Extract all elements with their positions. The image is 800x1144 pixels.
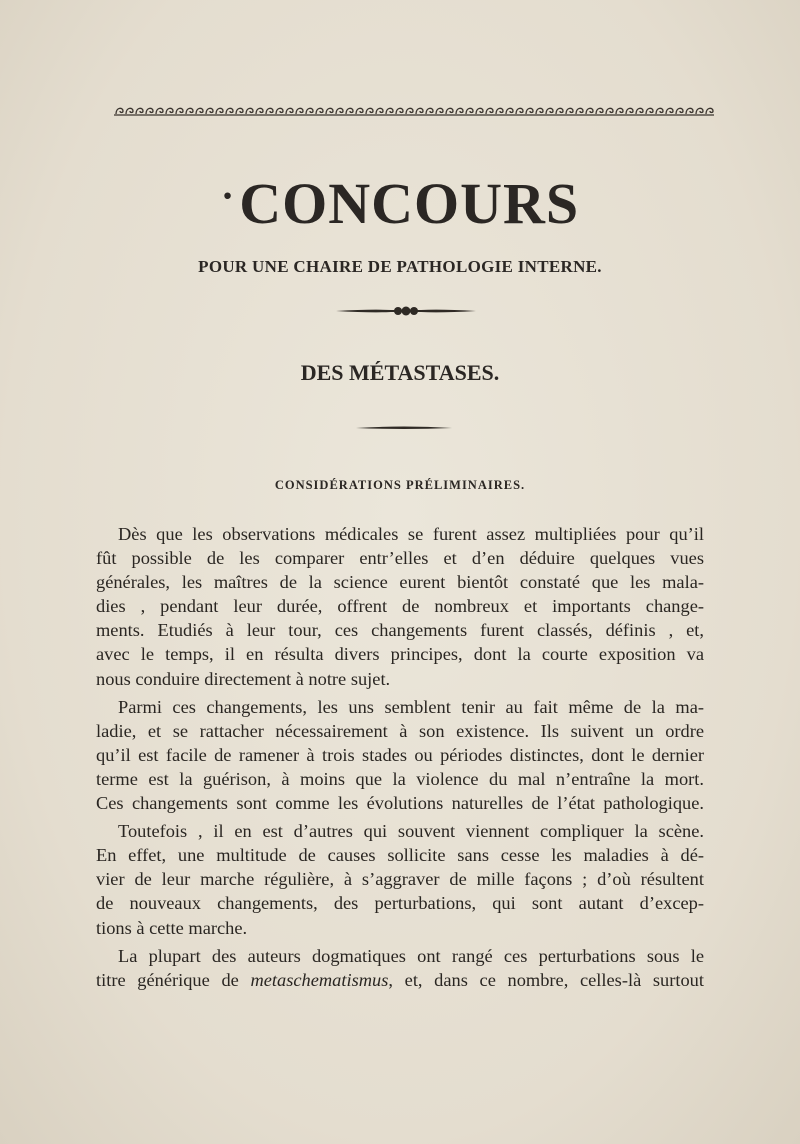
section-subheading: CONSIDÉRATIONS PRÉLIMINAIRES. — [274, 478, 526, 492]
center-ornament — [336, 304, 476, 318]
text-line: Ces changements sont comme les évolutions naturelles de l’état pathologique. — [96, 793, 704, 814]
page-title — [0, 170, 800, 237]
section-title: DES MÉTASTASES. — [300, 360, 500, 385]
section-rule — [356, 424, 452, 432]
text-line: vier de leur marche régulière, à s’aggraver de mille façons ; d’où résultent — [96, 869, 704, 890]
text-run: , et, dans ce nombre, celles-là surtout — [388, 969, 704, 990]
page-subtitle: POUR UNE CHAIRE DE PATHOLOGIE INTERNE. — [198, 257, 602, 276]
text-line: qu’il est facile de ramener à trois stades ou périodes distinctes, dont le dernier — [96, 744, 704, 765]
top-ornament-border — [114, 104, 714, 118]
italic-term: metaschematismus — [250, 969, 389, 990]
title-dot: · — [220, 173, 236, 218]
title-text: CONCOURS — [239, 171, 580, 236]
body-text — [96, 522, 704, 992]
text-line: En effet, une multitude de causes sollicite sans cesse les maladies à dé- — [96, 845, 704, 866]
text-run: titre générique de — [96, 969, 251, 990]
text-line: ladie, et se rattacher nécessairement à son existence. Ils suivent un ordre — [96, 720, 704, 741]
text-line: terme est la guérison, à moins que la violence du mal n’entraîne la mort. — [96, 768, 704, 789]
text-line: de nouveaux changements, des perturbations, qui sont autant d’excep- — [96, 893, 704, 914]
text-line: Parmi ces changements, les uns semblent tenir au fait même de la ma- — [118, 696, 704, 717]
text-line: tions à cette marche. — [96, 917, 248, 938]
text-line: La plupart des auteurs dogmatiques ont rangé ces perturbations sous le — [118, 945, 704, 966]
text-line — [96, 968, 704, 992]
text-line: nous conduire directement à notre sujet. — [96, 668, 391, 689]
text-line: Dès que les observations médicales se furent assez multipliées pour qu’il — [118, 524, 704, 544]
text-line: avec le temps, il en résulta divers principes, dont la courte exposition va — [96, 644, 704, 665]
text-line: dies , pendant leur durée, offrent de nombreux et importants change- — [96, 596, 704, 617]
text-line: Toutefois , il en est d’autres qui souvent viennent compliquer la scène. — [118, 821, 704, 842]
text-line: ments. Etudiés à leur tour, ces changements furent classés, définis , et, — [96, 620, 704, 641]
text-line: fût possible de les comparer entr’elles et d’en déduire quelques vues — [96, 548, 704, 569]
text-line: générales, les maîtres de la science eurent bientôt constaté que les mala- — [96, 572, 704, 593]
